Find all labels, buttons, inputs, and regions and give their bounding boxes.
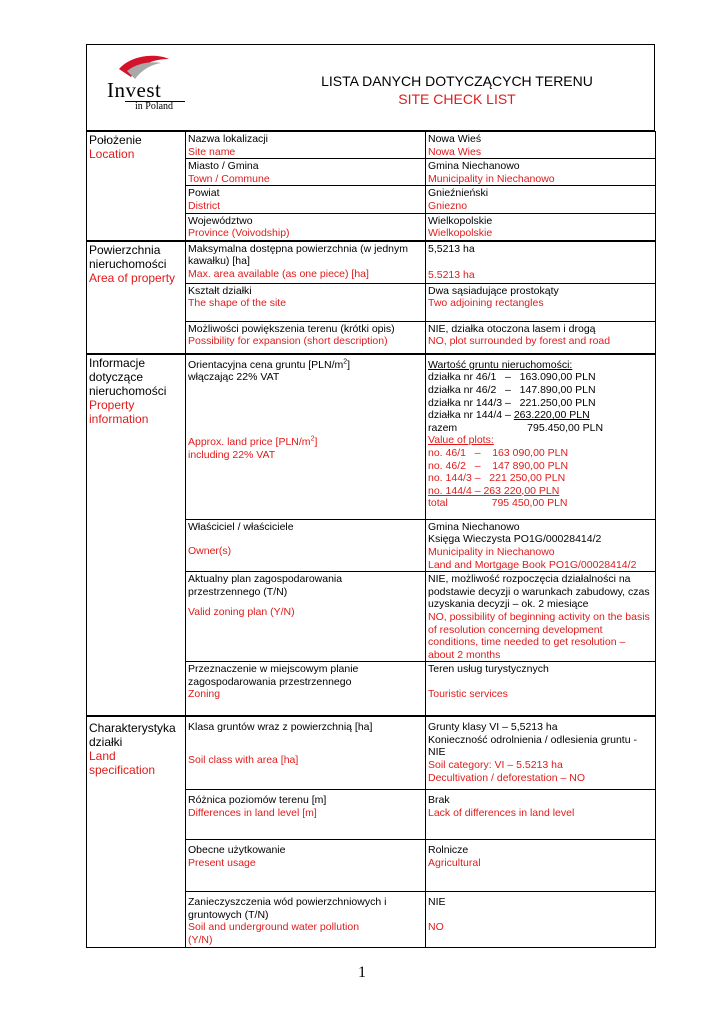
table-row <box>87 716 656 790</box>
label-level-diff: Różnica poziomów terenu [m] Differences in land level [m] <box>186 790 426 840</box>
label-district: Powiat District <box>186 186 426 213</box>
value-site-name: Nowa Wieś Nowa Wies <box>426 132 656 159</box>
label-town: Miasto / Gmina Town / Commune <box>186 159 426 186</box>
page-number: 1 <box>358 964 366 981</box>
value-land-price: Wartość gruntu nieruchomości: działka nr 46/1 – 163.090,00 PLN działka nr 46/2 – 147.890,00 PLN działka nr 144/3 – 221.250,00 PLN działka nr 144/4 – 263.220,00 PLN razem 795.450,00 PLN Value of plots: no. 46/1 – 163 090,00 PLN no. 46/2 – 147 890,00 PLN no. 144/3 – 221 250,00 PLN no. 144/4 – 263 220,00 PLN total 795 450,00 PLN <box>426 354 656 520</box>
label-max-area: Maksymalna dostępna powierzchnia (w jednym kawałku) [ha] Max. area available (as one piece) [ha] <box>186 241 426 284</box>
value-owner: Gmina Niechanowo Księga Wieczysta PO1G/00028414/2 Municipality in Niechanowo Land and Mortgage Book PO1G/00028414/2 <box>426 519 656 571</box>
title-english: SITE CHECK LIST <box>398 91 516 107</box>
label-owner: Właściciel / właściciele Owner(s) <box>186 519 426 571</box>
logo-subword: in Poland <box>135 101 174 112</box>
value-zoning-plan: NIE, możliwość rozpoczęcia działalności na podstawie decyzji o warunkach zabudowy, czas uzyskania decyzji – ok. 2 miesiące NO, possibility of beginning activity on the basis of resolution concerning development conditions, time needed to get resolution – about 2 months <box>426 572 656 662</box>
value-town: Gmina Niechanowo Municipality in Niechanowo <box>426 159 656 186</box>
category-property: Informacje dotyczące nieruchomości Property information <box>87 354 186 717</box>
value-pollution: NIE NO <box>426 892 656 947</box>
label-province: Województwo Province (Voivodship) <box>186 213 426 241</box>
label-expansion: Możliwości powiększenia terenu (krótki opis) Possibility for expansion (short description) <box>186 321 426 354</box>
value-max-area: 5,5213 ha 5.5213 ha <box>426 241 656 284</box>
label-shape: Kształt działki The shape of the site <box>186 283 426 321</box>
value-shape: Dwa sąsiadujące prostokąty Two adjoining rectangles <box>426 283 656 321</box>
value-usage: Rolnicze Agricultural <box>426 840 656 892</box>
label-soil-class: Klasa gruntów wraz z powierzchnią [ha] Soil class with area [ha] <box>186 716 426 790</box>
category-land: Charakterystyka działki Land specification <box>87 716 186 947</box>
label-land-price: Orientacyjna cena gruntu $[PLN/m^2]$ włączając 22% VAT Approx. land price $[PLN/m^2]$ including 22% VAT <box>186 354 426 520</box>
category-area: Powierzchnia nieruchomości Area of property <box>87 241 186 354</box>
table-row <box>87 241 656 284</box>
table-row <box>87 132 656 159</box>
value-soil-class: Grunty klasy VI – 5,5213 ha Konieczność odrolnienia / odlesienia gruntu - NIE Soil category: VI – 5.5213 ha Decultivation / deforestation – NO <box>426 716 656 790</box>
title-polish: LISTA DANYCH DOTYCZĄCYCH TERENU <box>321 73 593 89</box>
site-check-table <box>86 131 656 948</box>
invest-in-poland-logo <box>101 51 191 121</box>
value-expansion: NIE, działka otoczona lasem i drogą NO, plot surrounded by forest and road <box>426 321 656 354</box>
value-level-diff: Brak Lack of differences in land level <box>426 790 656 840</box>
label-purpose: Przeznaczenie w miejscowym planie zagospodarowania przestrzennego Zoning <box>186 662 426 717</box>
logo-word: Invest <box>107 78 162 102</box>
label-site-name: Nazwa lokalizacji Site name <box>186 132 426 159</box>
value-purpose: Teren usług turystycznych Touristic services <box>426 662 656 717</box>
label-zoning-plan: Aktualny plan zagospodarowania przestrzennego (T/N) Valid zoning plan (Y/N) <box>186 572 426 662</box>
value-district: Gnieźnieński Gniezno <box>426 186 656 213</box>
category-location: Położenie Location <box>87 132 186 241</box>
value-province: Wielkopolskie Wielkopolskie <box>426 213 656 241</box>
table-row <box>87 354 656 520</box>
label-usage: Obecne użytkowanie Present usage <box>186 840 426 892</box>
label-pollution: Zanieczyszczenia wód powierzchniowych i gruntowych (T/N) Soil and underground water pollution (Y/N) <box>186 892 426 947</box>
document-header <box>86 44 655 131</box>
